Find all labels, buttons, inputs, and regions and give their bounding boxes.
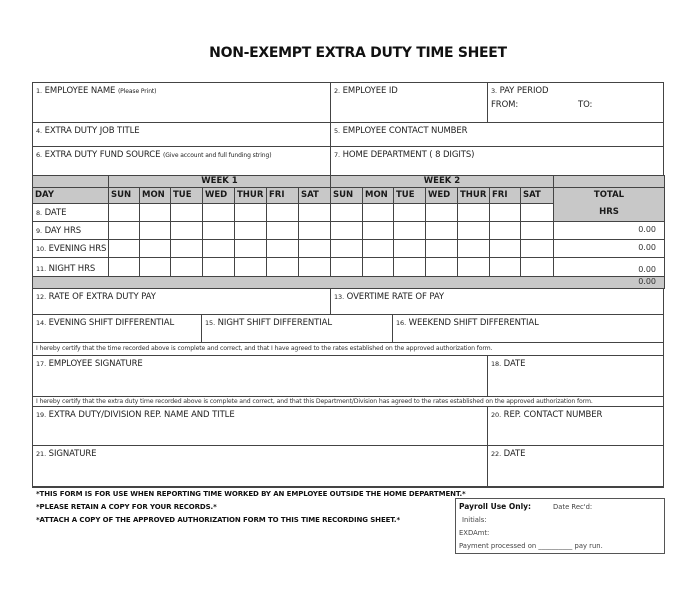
night-differential-field[interactable] — [201, 314, 393, 343]
day-entry-cell[interactable] — [139, 203, 171, 222]
field-number: 1. — [36, 87, 43, 95]
day-entry-cell[interactable] — [520, 221, 554, 240]
day-entry-cell[interactable] — [362, 221, 394, 240]
row-label: DATE — [44, 208, 67, 218]
field-number: 15. — [205, 319, 216, 327]
day-entry-cell[interactable] — [139, 239, 171, 258]
day-entry-cell[interactable] — [362, 257, 394, 277]
weekday-header — [170, 187, 203, 204]
employee-certification — [32, 342, 664, 356]
job-title-field[interactable] — [32, 122, 331, 147]
field-label: RATE OF EXTRA DUTY PAY — [48, 292, 156, 302]
payment-processed-blank: __________ — [538, 542, 573, 550]
pay-period-field[interactable] — [487, 82, 664, 123]
field-label: DATE — [503, 449, 526, 459]
weekday-header — [425, 187, 458, 204]
row-label-cell — [32, 203, 109, 222]
day-entry-cell[interactable] — [234, 257, 267, 277]
field-number: 11. — [36, 265, 47, 273]
day-entry-cell[interactable] — [520, 239, 554, 258]
day-entry-cell[interactable] — [108, 239, 140, 258]
day-entry-cell[interactable] — [202, 203, 235, 222]
field-hint: (Please Print) — [117, 88, 157, 95]
day-entry-cell[interactable] — [170, 239, 203, 258]
rate-extra-duty-field[interactable] — [32, 288, 331, 315]
day-entry-cell[interactable] — [139, 257, 171, 277]
weekday-header — [139, 187, 171, 204]
field-number: 14. — [36, 319, 47, 327]
weekday-header — [520, 187, 554, 204]
weekday-label: SAT — [523, 190, 541, 200]
day-entry-cell[interactable] — [457, 203, 490, 222]
field-label: WEEKEND SHIFT DIFFERENTIAL — [408, 318, 539, 328]
day-entry-cell[interactable] — [108, 221, 140, 240]
fund-source-field[interactable] — [32, 146, 331, 176]
field-number: 8. — [36, 209, 43, 217]
weekday-label: FRI — [269, 190, 285, 200]
field-label: EMPLOYEE CONTACT NUMBER — [342, 126, 468, 136]
day-entry-cell[interactable] — [457, 239, 490, 258]
row-total-value: 0.00 — [638, 265, 656, 274]
field-label: PAY PERIOD — [499, 86, 549, 96]
row-total-cell — [553, 221, 665, 240]
day-entry-cell[interactable] — [457, 257, 490, 277]
field-number: 2. — [334, 87, 341, 95]
day-entry-cell[interactable] — [330, 221, 363, 240]
day-entry-cell[interactable] — [520, 203, 554, 222]
weekend-differential-field[interactable] — [392, 314, 664, 343]
field-number: 18. — [491, 360, 502, 368]
rep-date-field[interactable] — [487, 445, 664, 488]
day-entry-cell[interactable] — [202, 221, 235, 240]
weekday-label: TUE — [396, 190, 415, 200]
field-label: EVENING SHIFT DIFFERENTIAL — [48, 318, 175, 328]
row-label-text — [36, 226, 81, 236]
hrs-label: HRS — [599, 207, 619, 217]
day-entry-cell[interactable] — [330, 203, 363, 222]
weekday-header — [298, 187, 331, 204]
day-entry-cell[interactable] — [520, 257, 554, 277]
field-label: EMPLOYEE NAME — [44, 86, 116, 96]
row-label-text — [36, 264, 95, 274]
weekday-label: THUR — [237, 190, 264, 200]
day-entry-cell[interactable] — [393, 203, 426, 222]
rep-signature-field[interactable] — [32, 445, 488, 488]
day-entry-cell[interactable] — [266, 203, 299, 222]
day-entry-cell[interactable] — [202, 257, 235, 277]
field-number: 3. — [491, 87, 498, 95]
total-label: TOTAL — [593, 190, 625, 200]
payroll-use-box — [455, 498, 665, 554]
weekday-header — [108, 187, 140, 204]
day-entry-cell[interactable] — [489, 203, 521, 222]
field-label: EXTRA DUTY/DIVISION REP. NAME AND TITLE — [48, 410, 235, 420]
field-number: 9. — [36, 227, 43, 235]
overtime-rate-field[interactable] — [330, 288, 664, 315]
day-entry-cell[interactable] — [108, 257, 140, 277]
field-number: 10. — [36, 245, 47, 253]
payroll-title: Payroll Use Only: — [459, 502, 532, 511]
exd-amount-label[interactable]: EXDAmt: — [459, 529, 490, 537]
employee-id-field[interactable] — [330, 82, 488, 123]
day-entry-cell[interactable] — [298, 239, 331, 258]
day-entry-cell[interactable] — [425, 221, 458, 240]
day-entry-cell[interactable] — [393, 239, 426, 258]
weekday-label: THUR — [460, 190, 487, 200]
weekday-label: MON — [142, 190, 165, 200]
row-label-cell — [32, 257, 109, 277]
day-entry-cell[interactable] — [234, 239, 267, 258]
note-line: *PLEASE RETAIN A COPY FOR YOUR RECORDS.* — [36, 503, 217, 511]
day-column-header — [32, 187, 109, 204]
day-entry-cell[interactable] — [234, 203, 267, 222]
row-total-cell — [553, 257, 665, 277]
field-number: 6. — [36, 151, 43, 159]
rep-name-title-field[interactable] — [32, 406, 488, 446]
field-number: 13. — [334, 293, 345, 301]
day-entry-cell[interactable] — [266, 221, 299, 240]
day-entry-cell[interactable] — [298, 203, 331, 222]
note-line: *THIS FORM IS FOR USE WHEN REPORTING TIME WORKED BY AN EMPLOYEE OUTSIDE THE HOME DEPARTMENT.* — [36, 490, 466, 498]
day-entry-cell[interactable] — [489, 221, 521, 240]
row-label: NIGHT HRS — [48, 264, 96, 274]
week2-label: WEEK 2 — [423, 176, 461, 186]
weekday-header — [202, 187, 235, 204]
weekday-header — [393, 187, 426, 204]
date-received-label[interactable]: Date Rec'd: — [553, 503, 593, 511]
day-entry-cell[interactable] — [393, 257, 426, 277]
employee-signature-field[interactable] — [32, 355, 488, 397]
grand-total-value: 0.00 — [638, 277, 656, 286]
day-entry-cell[interactable] — [139, 221, 171, 240]
day-entry-cell[interactable] — [170, 221, 203, 240]
weekday-header — [457, 187, 490, 204]
day-entry-cell[interactable] — [489, 239, 521, 258]
field-number: 21. — [36, 450, 47, 458]
day-entry-cell[interactable] — [330, 239, 363, 258]
field-label: NIGHT SHIFT DIFFERENTIAL — [217, 318, 333, 328]
field-label: OVERTIME RATE OF PAY — [346, 292, 444, 302]
day-entry-cell[interactable] — [425, 239, 458, 258]
weekday-label: MON — [365, 190, 388, 200]
initials-label[interactable]: Initials: — [462, 516, 487, 524]
employee-name-field[interactable] — [32, 82, 331, 123]
row-label-cell — [32, 239, 109, 258]
day-entry-cell[interactable] — [170, 203, 203, 222]
day-entry-cell[interactable] — [362, 203, 394, 222]
employee-date-field[interactable] — [487, 355, 664, 397]
pay-period-to-label: TO: — [578, 100, 593, 110]
form-title: NON-EXEMPT EXTRA DUTY TIME SHEET — [209, 45, 507, 61]
day-entry-cell[interactable] — [202, 239, 235, 258]
weekday-label: WED — [428, 190, 451, 200]
field-number: 16. — [396, 319, 407, 327]
total-hrs-header — [553, 187, 665, 222]
day-entry-cell[interactable] — [298, 257, 331, 277]
day-entry-cell[interactable] — [457, 221, 490, 240]
day-entry-cell[interactable] — [393, 221, 426, 240]
field-label: REP. CONTACT NUMBER — [503, 410, 603, 420]
weekday-header — [234, 187, 267, 204]
field-label: SIGNATURE — [48, 449, 97, 459]
field-label: EXTRA DUTY FUND SOURCE — [44, 150, 161, 160]
pay-run-label: pay run. — [574, 542, 603, 550]
field-number: 19. — [36, 411, 47, 419]
field-label: HOME DEPARTMENT ( 8 DIGITS) — [342, 150, 475, 160]
field-number: 12. — [36, 293, 47, 301]
weekday-header — [362, 187, 394, 204]
row-label: EVENING HRS — [48, 244, 107, 254]
day-entry-cell[interactable] — [234, 221, 267, 240]
field-number: 17. — [36, 360, 47, 368]
pay-period-from-label: FROM: — [491, 100, 519, 110]
day-entry-cell[interactable] — [330, 257, 363, 277]
day-entry-cell[interactable] — [425, 257, 458, 277]
field-label: DATE — [503, 359, 526, 369]
home-department-field[interactable] — [330, 146, 664, 176]
field-number: 5. — [334, 127, 341, 135]
row-label-text — [36, 208, 66, 218]
week1-label: WEEK 1 — [201, 176, 238, 186]
field-number: 4. — [36, 127, 43, 135]
weekday-header — [489, 187, 521, 204]
row-label: DAY HRS — [44, 226, 82, 236]
day-entry-cell[interactable] — [298, 221, 331, 240]
day-entry-cell[interactable] — [108, 203, 140, 222]
weekday-header — [266, 187, 299, 204]
day-entry-cell[interactable] — [362, 239, 394, 258]
row-total-cell — [553, 239, 665, 258]
field-hint: (Give account and full funding string) — [163, 152, 272, 159]
day-entry-cell[interactable] — [266, 257, 299, 277]
field-number: 7. — [334, 151, 341, 159]
payment-processed-line[interactable] — [459, 542, 603, 550]
row-label-text — [36, 244, 106, 254]
day-entry-cell[interactable] — [170, 257, 203, 277]
note-line: *ATTACH A COPY OF THE APPROVED AUTHORIZATION FORM TO THIS TIME RECORDING SHEET.* — [36, 516, 401, 524]
contact-number-field[interactable] — [330, 122, 664, 147]
rep-contact-field[interactable] — [487, 406, 664, 446]
weekday-label: WED — [205, 190, 228, 200]
field-number: 20. — [491, 411, 502, 419]
row-total-value: 0.00 — [638, 243, 656, 252]
weekday-label: SUN — [333, 190, 354, 200]
field-label: EMPLOYEE ID — [342, 86, 398, 96]
weekday-header — [330, 187, 363, 204]
weekday-label: SUN — [111, 190, 132, 200]
day-entry-cell[interactable] — [489, 257, 521, 277]
row-total-value: 0.00 — [638, 225, 656, 234]
certification-text: I hereby certify that the time recorded above is complete and correct, and that I have agreed to the rates established on the approved authorization form. — [36, 345, 493, 352]
weekday-label: SAT — [301, 190, 319, 200]
weekday-label: TUE — [173, 190, 192, 200]
payment-processed-label: Payment processed on — [459, 542, 537, 550]
day-entry-cell[interactable] — [266, 239, 299, 258]
weekday-label: FRI — [492, 190, 508, 200]
row-label-cell — [32, 221, 109, 240]
field-number: 22. — [491, 450, 502, 458]
evening-differential-field[interactable] — [32, 314, 202, 343]
field-label: EMPLOYEE SIGNATURE — [48, 359, 143, 369]
field-label: EXTRA DUTY JOB TITLE — [44, 126, 140, 136]
day-entry-cell[interactable] — [425, 203, 458, 222]
certification-text: I hereby certify that the extra duty time recorded above is complete and correct, and that this Department/Division has agreed to the rates established on the approved authorization form. — [36, 398, 593, 405]
day-label: DAY — [35, 190, 54, 200]
